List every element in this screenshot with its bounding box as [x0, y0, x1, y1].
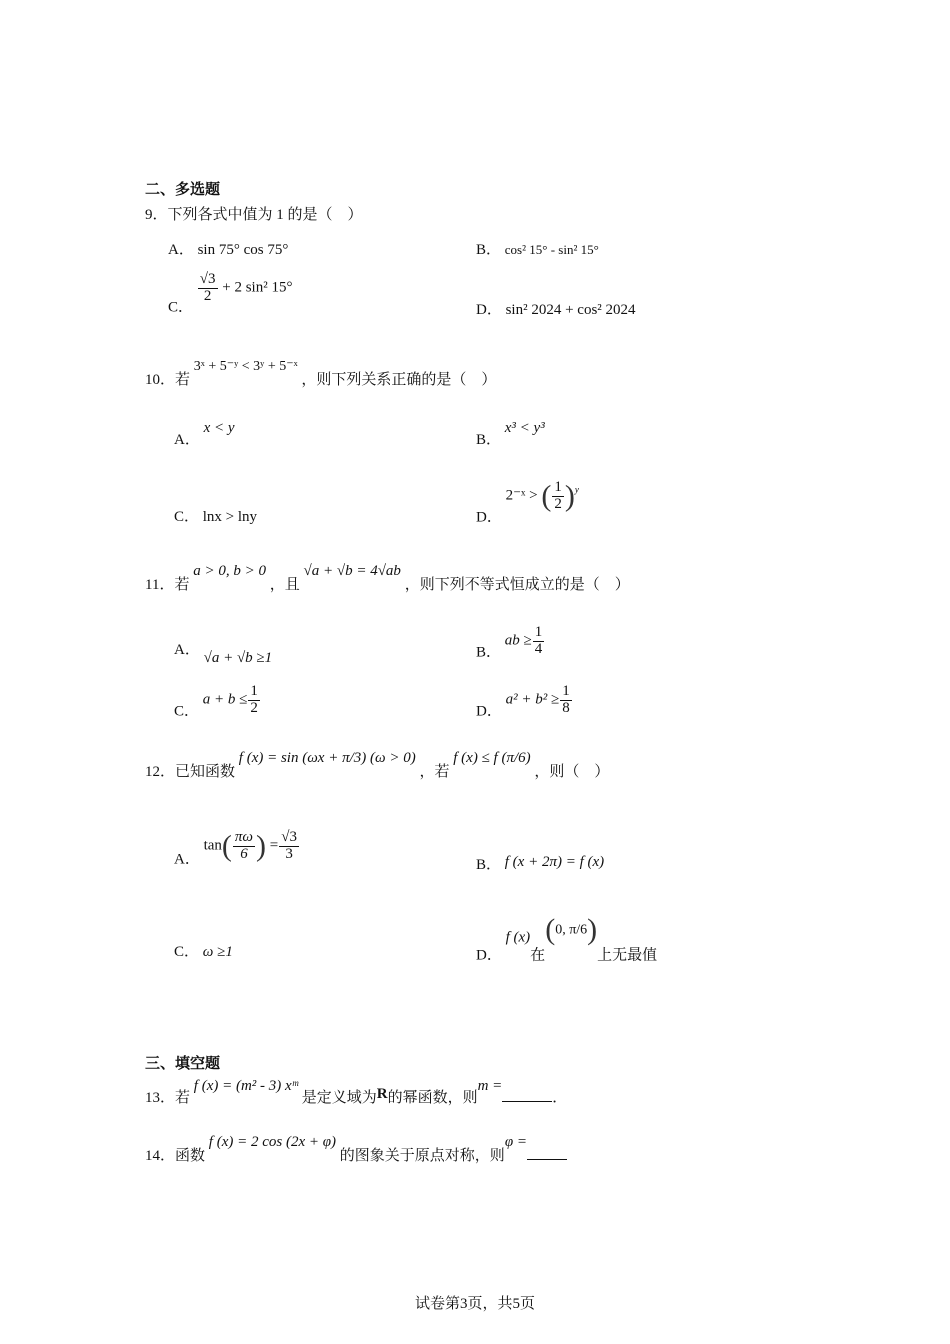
question-11: [145, 563, 630, 594]
option-letter: A．: [174, 642, 200, 658]
fraction: [198, 272, 218, 305]
question-number: 9．: [145, 207, 168, 223]
question-text: 的图象关于原点对称，则: [339, 1148, 505, 1164]
option-letter: A．: [174, 851, 200, 868]
question-suffix: ，则下列关系正确的是（ ）: [301, 372, 497, 388]
fraction-denominator: 6: [240, 845, 248, 862]
option-letter: B．: [476, 242, 502, 258]
option-expression: x < y: [203, 420, 235, 436]
q9-option-c[interactable]: [168, 272, 292, 317]
question-13: [145, 1078, 567, 1107]
question-prefix: 若: [175, 372, 191, 388]
fraction: [248, 684, 260, 717]
fraction-denominator: 4: [534, 640, 543, 657]
fraction-denominator: 2: [250, 699, 258, 716]
section-title-multi-choice: 二、多选题: [145, 182, 221, 198]
option-text: 上无最值: [597, 947, 658, 964]
fraction-numerator: πω: [234, 829, 254, 845]
option-expression: a² + b² ≥: [505, 691, 560, 708]
option-expression: + 2 sin² 15°: [222, 279, 293, 296]
page-footer: 试卷第3页，共5页: [414, 1296, 535, 1312]
left-paren: (: [545, 913, 556, 946]
tan-function: tan: [203, 837, 222, 854]
fraction: [560, 684, 572, 717]
option-expression: ω ≥1: [202, 944, 233, 960]
condition-expression: 3ˣ + 5⁻ʸ < 3ʸ + 5⁻ˣ: [193, 359, 298, 374]
fraction-numerator: 1: [554, 479, 562, 495]
option-expression: lnx > lny: [202, 509, 258, 525]
question-connector: ，若: [419, 764, 450, 780]
fraction: [279, 830, 299, 863]
option-letter: B．: [476, 432, 502, 448]
question-12: [145, 750, 609, 781]
option-letter: D．: [476, 509, 502, 526]
question-suffix: ，则（ ）: [534, 764, 610, 780]
interval-expression: 0, π/6: [555, 922, 588, 938]
q10-option-b[interactable]: [476, 420, 545, 449]
q11-option-d[interactable]: [476, 684, 573, 721]
question-prefix: 已知函数: [175, 764, 236, 780]
question-9: [145, 203, 363, 224]
option-letter: D．: [476, 947, 502, 964]
option-letter: C．: [168, 299, 194, 316]
question-number: 14．: [145, 1148, 176, 1164]
fraction-numerator: 1: [250, 683, 258, 699]
q12-option-b[interactable]: [476, 853, 604, 874]
q9-option-d[interactable]: [476, 298, 636, 319]
q12-option-d[interactable]: [476, 915, 657, 964]
q11-option-a[interactable]: [174, 638, 272, 667]
right-paren: ): [587, 913, 598, 946]
option-text: 在: [530, 947, 546, 964]
condition-expression: f (x) ≤ f (π/6): [453, 750, 531, 766]
question-14: [145, 1134, 567, 1165]
q12-option-c[interactable]: [174, 940, 233, 961]
right-paren: ): [256, 829, 267, 863]
question-number: 12．: [145, 764, 176, 780]
option-expression: cos² 15° - sin² 15°: [504, 242, 599, 257]
exponent: y: [574, 484, 579, 495]
option-letter: C．: [174, 703, 200, 720]
question-number: 11．: [145, 577, 175, 593]
variable-expression: m =: [477, 1078, 503, 1094]
function-expression: f (x) = 2 cos (2x + φ): [208, 1134, 337, 1150]
q10-option-d[interactable]: [476, 480, 579, 527]
option-expression: ab ≥: [504, 632, 532, 649]
fraction-numerator: √3: [199, 271, 216, 287]
option-expression: x³ < y³: [504, 420, 545, 436]
fraction-numerator: 1: [534, 624, 543, 640]
fraction-numerator: √3: [281, 829, 297, 845]
fraction-numerator: 1: [562, 683, 570, 699]
question-prefix: 函数: [175, 1148, 206, 1164]
option-expression: sin 75° cos 75°: [197, 242, 289, 258]
answer-blank[interactable]: [502, 1101, 552, 1102]
right-paren: ): [564, 479, 575, 513]
q10-option-c[interactable]: [174, 505, 257, 526]
fraction-denominator: 2: [554, 495, 562, 512]
fraction: [533, 625, 545, 658]
option-letter: B．: [476, 857, 502, 873]
question-prefix: 若: [174, 577, 190, 593]
left-paren: (: [221, 829, 232, 863]
option-letter: B．: [476, 644, 502, 661]
option-expression: f (x): [505, 929, 531, 946]
fraction-denominator: 8: [562, 699, 570, 716]
question-number: 13．: [145, 1090, 176, 1106]
option-letter: C．: [174, 509, 200, 525]
question-connector: ，且: [269, 577, 300, 593]
q10-option-a[interactable]: [174, 420, 235, 449]
option-letter: D．: [476, 302, 502, 318]
left-paren: (: [541, 479, 552, 513]
fraction-denominator: 3: [285, 845, 293, 862]
question-stem: 下列各式中值为 1 的是（ ）: [167, 207, 363, 223]
question-prefix: 若: [175, 1090, 191, 1106]
equals-sign: =: [269, 837, 279, 854]
fraction: [552, 480, 564, 513]
option-letter: A．: [168, 242, 194, 258]
question-text: 的幂函数，则: [387, 1090, 478, 1106]
question-text: 是定义域为: [301, 1090, 377, 1106]
q9-option-a[interactable]: [168, 238, 288, 259]
variable-expression: φ =: [504, 1134, 527, 1150]
condition-expression: √a + √b = 4√ab: [303, 563, 401, 579]
section-title-fill-blank: 三、填空题: [145, 1056, 221, 1072]
option-letter: A．: [174, 432, 200, 448]
option-letter: C．: [174, 944, 200, 960]
option-expression: a + b ≤: [202, 691, 248, 708]
option-expression: √a + √b ≥1: [203, 650, 273, 666]
fraction-denominator: 2: [203, 287, 212, 304]
q12-option-a[interactable]: [174, 830, 300, 869]
question-number: 10．: [145, 372, 176, 388]
question-10: [145, 358, 496, 389]
option-expression: 2⁻ˣ >: [505, 487, 538, 504]
option-expression: sin² 2024 + cos² 2024: [505, 302, 636, 318]
real-numbers-symbol: R: [376, 1086, 388, 1102]
fraction: [233, 830, 255, 863]
q11-option-c[interactable]: [174, 684, 261, 721]
function-expression: f (x) = sin (ωx + π/3) (ω > 0): [238, 750, 416, 766]
question-end: ．: [552, 1090, 568, 1106]
question-suffix: ，则下列不等式恒成立的是（ ）: [404, 577, 630, 593]
option-letter: D．: [476, 703, 502, 720]
condition-expression: a > 0, b > 0: [193, 563, 266, 579]
q9-option-b[interactable]: [476, 238, 599, 259]
q11-option-b[interactable]: [476, 625, 545, 662]
option-expression: f (x + 2π) = f (x): [504, 854, 605, 870]
function-expression: f (x) = (m² - 3) xᵐ: [193, 1078, 298, 1094]
answer-blank[interactable]: [527, 1159, 567, 1160]
